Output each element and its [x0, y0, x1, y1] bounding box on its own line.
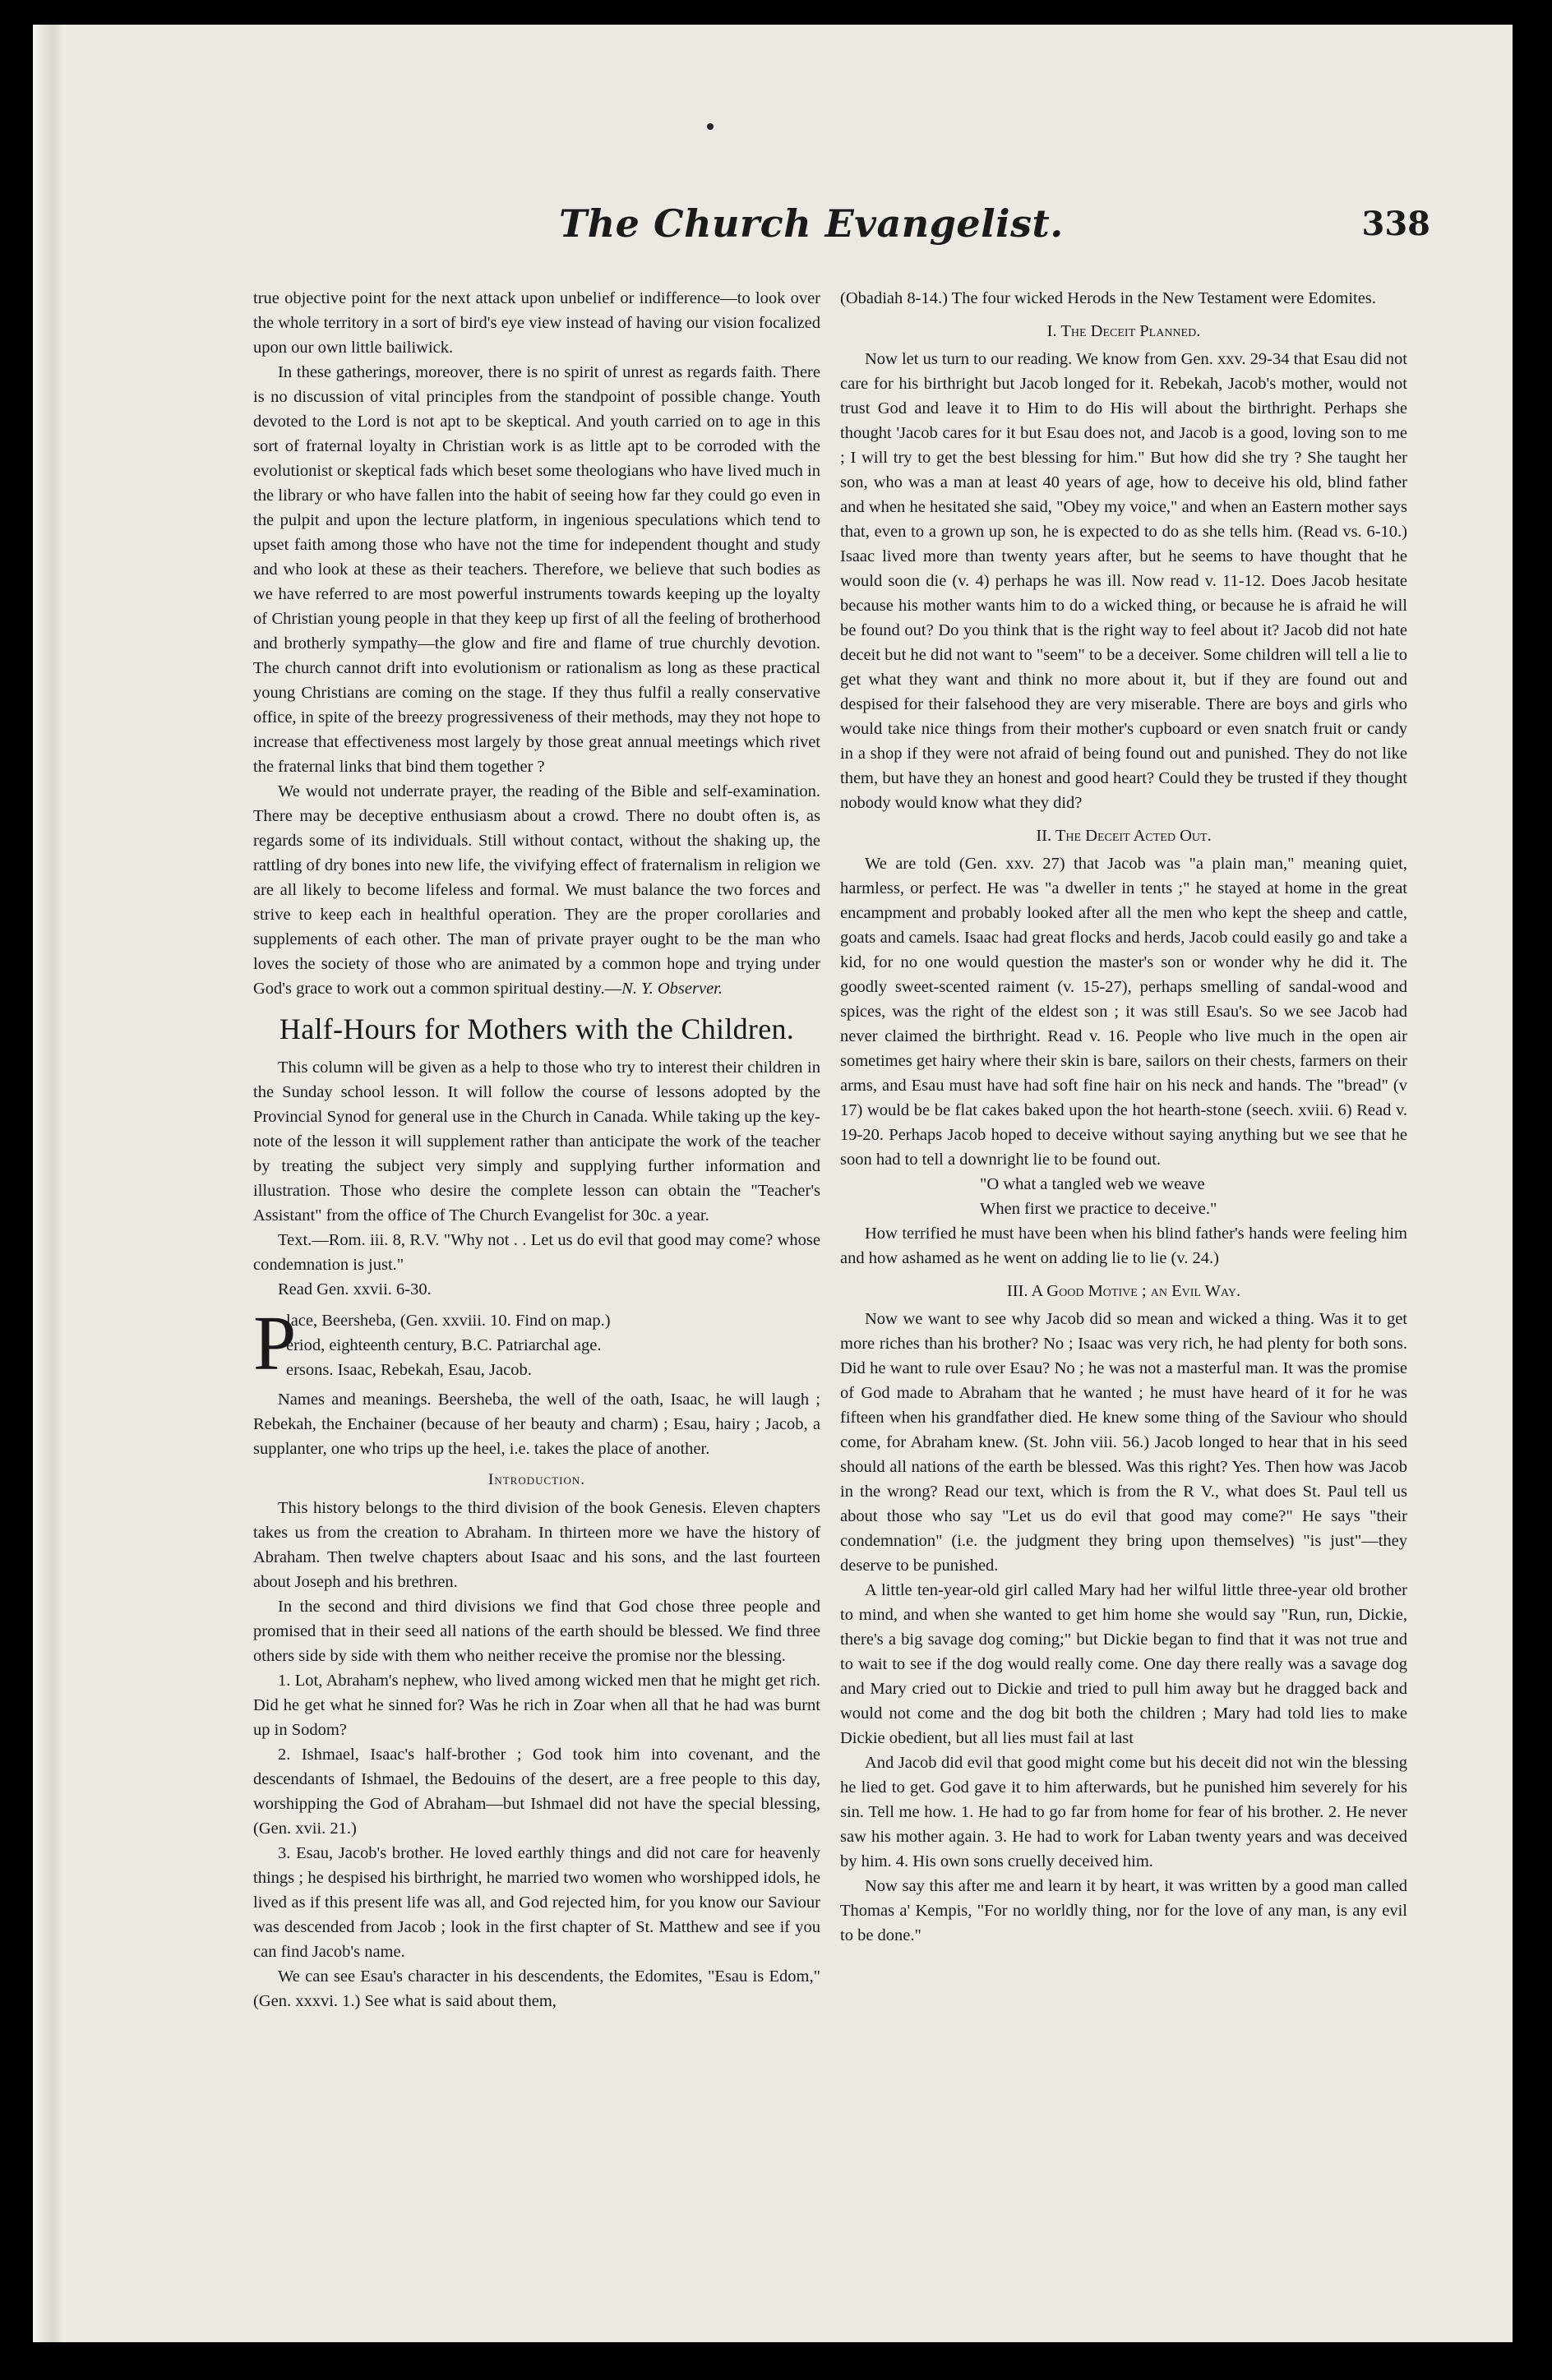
poem-line: "O what a tangled web we weave: [980, 1175, 1205, 1193]
running-head: [206, 201, 1430, 259]
paragraph: And Jacob did evil that good might come but his deceit did not win the blessing he lied to get. God gave it to him afterwards, but he punished him severely for his sin. Tell me how. 1. He had to go far from home for fear of his brother. 2. He never saw his mother again. 3. He had to work for Laban twenty years and was deceived by him. 4. His own sons cruelly deceived him.: [840, 1754, 1407, 1870]
introduction-heading: Introduction.: [488, 1471, 585, 1488]
journal-title: The Church Evangelist.: [559, 201, 1064, 246]
paragraph: A little ten-year-old girl called Mary had her wilful little three-year old brother to mind, and when she wanted to get him home she would say "Run, run, Dickie, there's a big savage dog coming;" but Dickie began to find that it was not true and to wait to see if the dog would really come. One day there really was a savage dog and Mary cried out to Dickie and tried to pull him away but he dragged back and would not come and the dog bit both the children ; Mary had told lies to make Dickie obedient, but all lies must fail at last: [840, 1581, 1407, 1747]
list-item: 1. Lot, Abraham's nephew, who lived among wicked men that he might get rich. Did he get what he sinned for? Was he rich in Zoar when all that he had was burnt up in Sodom?: [253, 1672, 820, 1739]
page-number: 338: [1361, 205, 1430, 243]
paragraph: This history belongs to the third division of the book Genesis. Eleven chapters takes us from the creation to Abraham. In thirteen more we have the history of Abraham. Then twelve chapters about Isaac and his sons, and the last fourteen about Joseph and his brethren.: [253, 1499, 820, 1591]
place-period-persons: [253, 1301, 820, 1386]
place-line: lace, Beersheba, (Gen. xxviii. 10. Find on map.): [286, 1312, 611, 1330]
paragraph: true objective point for the next attack upon unbelief or indifference—to look over the whole territory in a sort of bird's eye view instead of having our vision focalized upon our own little bailiwick.: [253, 289, 820, 357]
list-item: 3. Esau, Jacob's brother. He loved earthly things and did not care for heavenly things ; he despised his birthright, he married two women who worshipped idols, he lived as if this present life was all, and God rejected him, for you know our Saviour was descended from Jacob ; look in the first chapter of St. Matthew and see if you can find Jacob's name.: [253, 1844, 820, 1961]
paragraph: We would not underrate prayer, the reading of the Bible and self-examination. There may be deceptive enthusiasm about a crowd. There no doubt often is, as regards some of its individuals. Still without contact, without the shaking up, the rattling of dry bones into new life, the vivifying effect of fraternalism in religion we are all likely to become lifeless and formal. We must balance the two forces and strive to keep each in healthful operation. They are the proper corollaries and supplements of each other. The man of private prayer ought to be the man who loves the society of those who are animated by a common hope and trying under God's grace to work out a common spiritual destiny.—N. Y. Observer.: [253, 782, 820, 998]
list-item: 2. Ishmael, Isaac's half-brother ; God took him into covenant, and the descendants of Ishmael, the Bedouins of the desert, are a free people to this day, worshipping the God of Abraham—but Ishmael did not have the special blessing, (Gen. xvii. 21.): [253, 1746, 820, 1838]
section-heading: I. The Deceit Planned.: [1046, 322, 1201, 340]
paragraph: Now we want to see why Jacob did so mean and wicked a thing. Was it to get more riches than his brother? No ; Isaac was very rich, he had plenty for both sons. Did he want to rule over Esau? No ; he was not a masterful man. It was the promise of God made to Abraham that he wanted ; he must have heard of it for he was fifteen when his grandfather died. He knew some thing of the Saviour who should come, for Abraham knew. (St. John viii. 56.) Jacob longed to hear that in his seed should all nations of the earth be blessed. Was this right? Yes. Then how was Jacob in the wrong? Read our text, which is from the R V., what does St. Paul tell us about those who say "Let us do evil that good may come?" He says "their condemnation" (i.e. the judgment they bring upon themselves) "is just"—they deserve to be punished.: [840, 1310, 1407, 1575]
ink-dot: [707, 123, 714, 130]
persons-line: ersons. Isaac, Rebekah, Esau, Jacob.: [286, 1361, 532, 1379]
paragraph: We are told (Gen. xxv. 27) that Jacob was "a plain man," meaning quiet, harmless, or perfect. He was "a dweller in tents ;" he stayed at home in the great encampment and probably looked after all the men who kept the sheep and cattle, goats and camels. Isaac had great flocks and herds, Jacob could easily go and take a kid, for no one would question the master's son or wonder why he did it. The goodly sweet-scented raiment (v. 15-27), perhaps smelling of sandal-wood and spices, was the right of the eldest son ; it was still Esau's. So we see Jacob had never claimed the birthright. Read v. 16. People who live much in the open air sometimes get hairy where their skin is bare, sailors on their chests, farmers on their arms, and Esau must have had soft fine hair on his neck and hands. The "bread" (v 17) would be be flat cakes baked upon the hot hearth-stone (seech. xviii. 6) Read v. 19-20. Perhaps Jacob hoped to deceive without saying anything but we see that he soon had to tell a downright lie to be found out.: [840, 855, 1407, 1169]
period-line: eriod, eighteenth century, B.C. Patriarchal age.: [286, 1336, 602, 1354]
paragraph: Now say this after me and learn it by heart, it was written by a good man called Thomas a' Kempis, "For no worldly thing, nor for the love of any man, is any evil to be done.": [840, 1877, 1407, 1944]
poem-line: When first we practice to deceive.": [980, 1200, 1217, 1218]
source-citation: N. Y. Observer.: [621, 980, 723, 998]
names-paragraph: Names and meanings. Beersheba, the well of the oath, Isaac, he will laugh ; Rebekah, the Enchainer (because of her beauty and charm) ; Esau, hairy ; Jacob, a supplanter, one who trips up the heel, i.e. takes the place of another.: [253, 1391, 820, 1458]
section-heading: II. The Deceit Acted Out.: [1036, 827, 1212, 845]
paragraph: (Obadiah 8-14.) The four wicked Herods in the New Testament were Edomites.: [840, 289, 1376, 307]
text-line: Text.—Rom. iii. 8, R.V. "Why not . . Let us do evil that good may come? whose condemnation is just.": [253, 1231, 820, 1274]
binding-spine: [33, 25, 66, 2342]
section-heading: III. A Good Motive ; an Evil Way.: [1006, 1282, 1241, 1300]
right-column: [840, 286, 1407, 1948]
left-column: [253, 286, 820, 2013]
intro-paragraph: This column will be given as a help to those who try to interest their children in the Sunday school lesson. It will follow the course of lessons adopted by the Provincial Synod for general use in the Church in Canada. While taking up the key-note of the lesson it will supplement rather than anticipate the work of the teacher by treating the subject very simply and supplying further information and illustration. Those who desire the complete lesson can obtain the "Teacher's Assistant" from the office of The Church Evangelist for 30c. a year.: [253, 1059, 820, 1225]
drop-letter: P: [253, 1301, 297, 1386]
paragraph: Now let us turn to our reading. We know from Gen. xxv. 29-34 that Esau did not care for his birthright but Jacob longed for it. Rebekah, Jacob's mother, would not trust God and leave it to Him to do His will about the birthright. Perhaps she thought 'Jacob cares for it but Esau does not, and Jacob is a good, loving son to me ; I will try to get the best blessing for him." But how did she try ? She taught her son, who was a man at least 40 years of age, how to deceive his old, blind father and when he hesitated she said, "Obey my voice," and when an Eastern mother says that, even to a grown up son, he is expected to do as she tells him. (Read vs. 6-10.) Isaac lived more than twenty years after, but he seems to have thought that he would soon die (v. 4) perhaps he was ill. Now read v. 11-12. Does Jacob hesitate because his mother wants him to do a wicked thing, or because he is afraid he will be found out? Do you think that is the right way to feel about it? Jacob did not hate deceit but he did not want to "seem" to be a deceiver. Some children will tell a lie to get what they want and think no more about it, but if they are found out and despised for their falsehood they are very miserable. There are boys and girls who would take nice things from their mother's cupboard or even snatch fruit or candy in a shop if they were not afraid of being found out and punished. They do not like them, but have they an honest and good heart? Could they be trusted if they thought nobody would know what they did?: [840, 350, 1407, 812]
section-title: Half-Hours for Mothers with the Children.: [279, 1012, 795, 1045]
paragraph: How terrified he must have been when his blind father's hands were feeling him and how ashamed as he went on adding lie to lie (v. 24.): [840, 1225, 1407, 1267]
read-line: Read Gen. xxvii. 6-30.: [278, 1280, 432, 1298]
paragraph: In the second and third divisions we find that God chose three people and promised that in their seed all nations of the earth should be blessed. We find three others side by side with them who neither receive the promise nor the blessing.: [253, 1598, 820, 1665]
paragraph: In these gatherings, moreover, there is no spirit of unrest as regards faith. There is no discussion of vital principles from the standpoint of possible change. Youth devoted to the Lord is not apt to be skeptical. And youth carried on to age in this sort of fraternal loyalty in Christian work is as little apt to be corroded with the evolutionist or skeptical fads which beset some theologians who have lived much in the library or who have fallen into the habit of seeing how far they could go even in the pulpit and upon the lecture platform, in ingenious speculations which tend to upset faith among those who have not the time for independent thought and study and who look at these as their teachers. Therefore, we believe that such bodies as we have referred to are most powerful instruments towards keeping up the loyalty of Christian young people in that they keep up first of all the feeling of brotherhood and brotherly sympathy—the glow and fire and flame of true churchly devotion. The church cannot drift into evolutionism or rationalism as long as these practical young Christians are coming on the stage. If they thus fulfil a really conservative office, in spite of the breezy progressiveness of their methods, may they not hope to increase that effectiveness most largely by those great annual meetings which rivet the fraternal links that bind them together ?: [253, 363, 820, 776]
paragraph: We can see Esau's character in his descendents, the Edomites, "Esau is Edom," (Gen. xxxvi. 1.) See what is said about them,: [253, 1967, 820, 2010]
scanned-page: [33, 25, 1513, 2342]
